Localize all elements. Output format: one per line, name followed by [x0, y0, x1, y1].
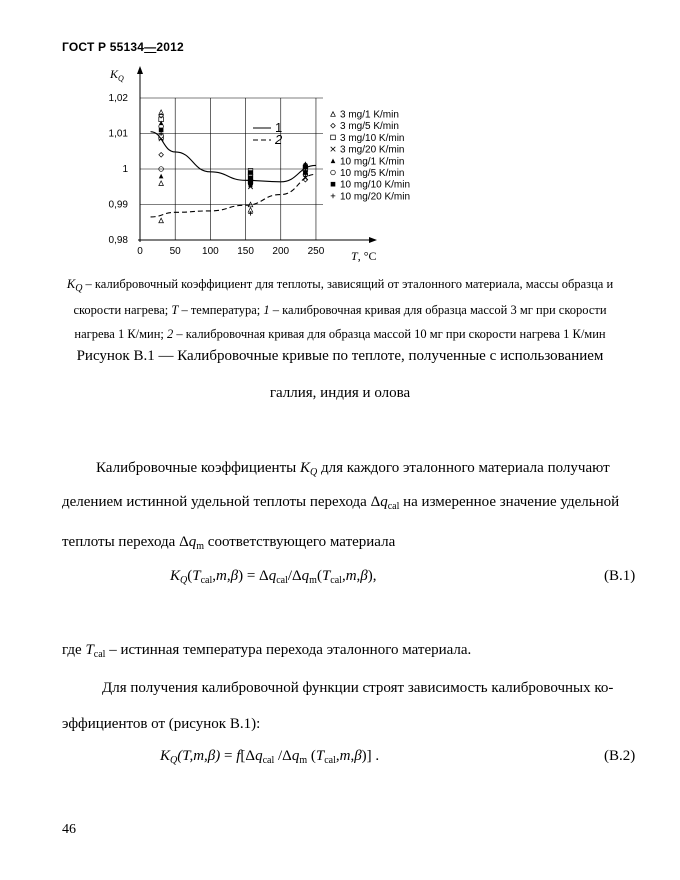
y-tick-label: 1,02 [108, 93, 128, 104]
equation-b1-number: (В.1) [604, 568, 636, 584]
legend-label: 10 mg/5 K/min [340, 168, 405, 179]
y-tick-label: 1 [122, 164, 128, 175]
curve-legend-label-1: 1 [275, 120, 283, 135]
para1-line1: Калибровочные коэффициенты $K_Q$ для каждого эталонного материала получают [96, 460, 610, 478]
para2: где $T_{cal}$ – истинная температура перехода эталонного материала. [62, 642, 472, 660]
data-point [159, 181, 164, 186]
standard-code: ГОСТ Р 55134 [62, 40, 145, 54]
figure-title-line1: Рисунок В.1 — Калибровочные кривые по теплоте, полученные с использованием [76, 348, 604, 364]
legend-marker [331, 123, 336, 128]
legend-marker [331, 194, 336, 199]
y-tick-label: 0,99 [108, 199, 128, 211]
calibration-chart [96, 62, 426, 270]
data-point [159, 153, 164, 158]
standard-year: 2012 [156, 40, 184, 54]
data-point [159, 218, 164, 223]
legend-label: 3 mg/5 K/min [340, 121, 399, 133]
legend-label: 3 mg/10 K/min [340, 132, 405, 144]
page-number: 46 [62, 822, 76, 837]
data-point [159, 137, 164, 142]
para3-line1: Для получения калибровочной функции строят зависимость калибровочных ко- [102, 680, 614, 696]
para1-line2: делением истинной удельной теплоты перехода $\Delta q_{cal}$ на измеренное значение удельной [62, 494, 620, 512]
y-axis-arrow [137, 66, 143, 74]
equation-b2-number: (В.2) [604, 748, 636, 764]
x-axis-label: T, °C [351, 249, 377, 263]
equation-b1: $K_Q(T_{cal},m,\beta) = \Delta q_{cal}/\Delta q_m(T_{cal},m,\beta)$, [170, 568, 377, 586]
figure-title-line2: галлия, индия и олова [269, 385, 411, 401]
x-tick-label: 150 [237, 246, 254, 257]
y-tick-label: 0,98 [108, 235, 128, 246]
x-tick-label: 0 [137, 246, 143, 257]
y-axis-label: $K_Q$ [110, 67, 124, 83]
legend-marker [331, 135, 336, 140]
legend-marker [331, 112, 336, 117]
document-header [62, 40, 184, 54]
figure-caption-line2: скорости нагрева; T – температура; 1 – калибровочная кривая для образца массой 3 мг при скорости [73, 303, 607, 317]
x-tick-label: 250 [307, 246, 325, 257]
legend-label: 10 mg/10 K/min [340, 179, 411, 191]
x-tick-label: 100 [202, 246, 219, 257]
data-point [159, 174, 164, 179]
para3-line2: эффициентов от (рисунок В.1): [62, 716, 261, 732]
para1-line3: теплоты перехода $\Delta q_m$ соответствующего материала [62, 534, 396, 552]
legend-label: 3 mg/1 K/min [340, 109, 399, 121]
legend-label: 10 mg/20 K/min [340, 191, 411, 203]
legend-marker [331, 159, 336, 164]
legend-label: 10 mg/1 K/min [340, 156, 405, 168]
curve-legend-label-2: 2 [275, 132, 283, 147]
equation-b2: $K_Q(T,m,\beta) = f[\Delta q_{cal}$ $/\Delta q_m$ $(T_{cal},m,\beta)$] . [160, 748, 380, 766]
data-point [159, 113, 164, 118]
y-tick-label: 1,01 [108, 128, 128, 140]
header-dash: — [144, 40, 157, 54]
legend-marker [331, 147, 336, 152]
figure-caption-line1: $K_Q$ – калибровочный коэффициент для теплоты, зависящий от эталонного материала, массы образца и [66, 277, 614, 294]
legend-marker [331, 170, 336, 175]
legend-label: 3 mg/20 K/min [340, 144, 405, 156]
x-axis-arrow [369, 237, 377, 243]
x-tick-label: 50 [169, 246, 181, 257]
x-tick-label: 200 [272, 246, 290, 257]
figure-caption-line3: нагрева 1 К/мин; 2 – калибровочная кривая для образца массой 10 мг при скорости нагрева 1 К/мин [74, 327, 606, 341]
legend-marker [331, 182, 336, 187]
data-point [248, 211, 253, 216]
